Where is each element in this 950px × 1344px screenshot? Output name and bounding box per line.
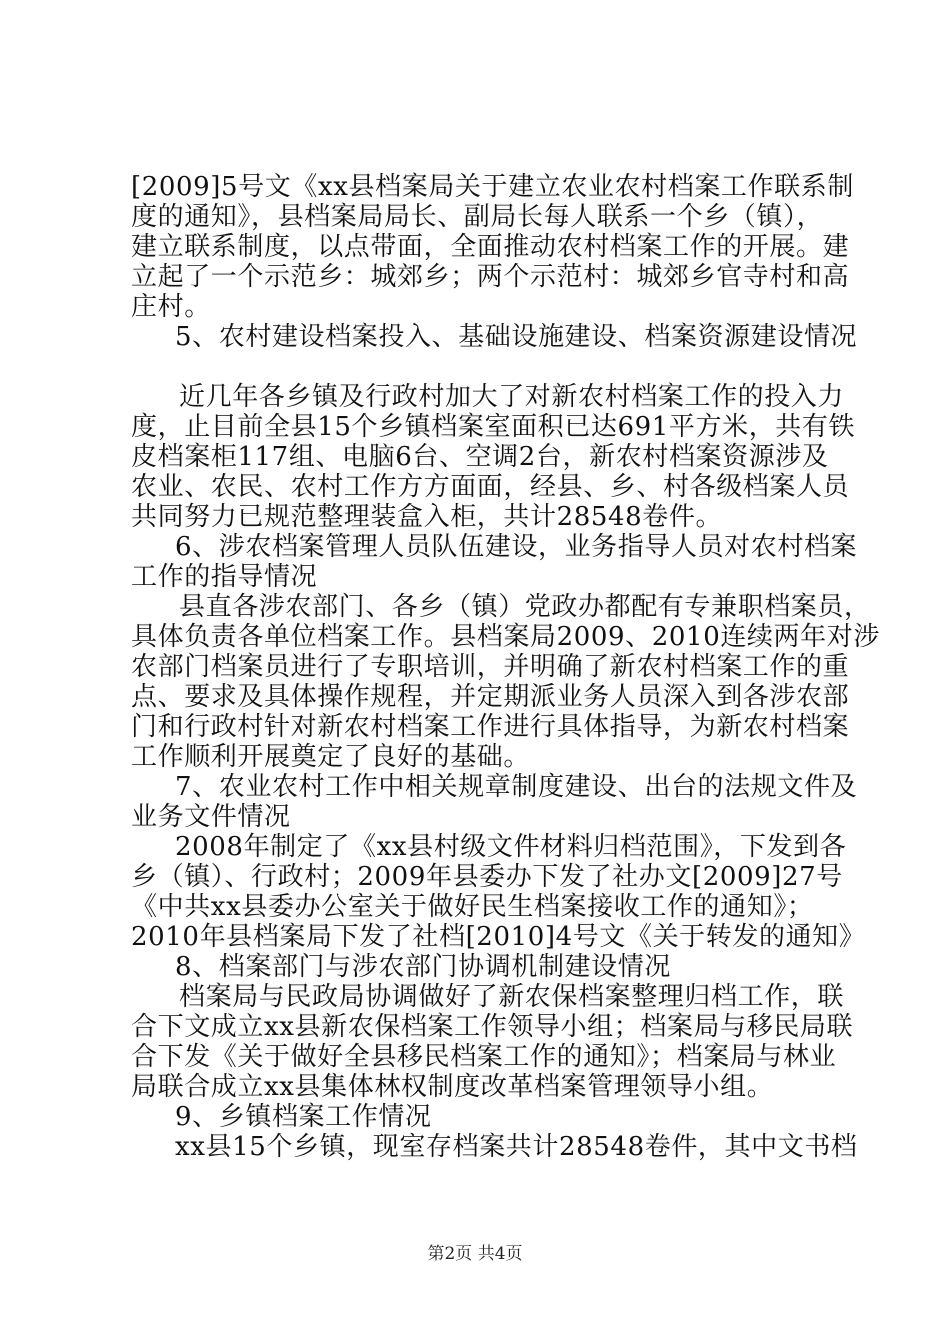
text-line: 农业、农民、农村工作方方面面，经县、乡、村各级档案人员 [131,472,850,502]
text-line: 档案局与民政局协调做好了新农保档案整理归档工作，联 [179,982,845,1012]
text-line: 度的通知》，县档案局局长、副局长每人联系一个乡（镇）， [131,202,824,232]
text-line: 2010年县档案局下发了社档[2010]4号文《关于转发的通知》 [131,922,866,952]
section-heading-9: 9、乡镇档案工作情况 [175,1102,432,1132]
section-heading-7: 7、农业农村工作中相关规章制度建设、出台的法规文件及 [175,772,858,802]
text-line: 建立联系制度，以点带面，全面推动农村档案工作的开展。建 [131,232,850,262]
text-line: 业务文件情况 [131,802,291,832]
text-line: 近几年各乡镇及行政村加大了对新农村档案工作的投入力 [179,382,845,412]
text-line: 工作的指导情况 [131,562,318,592]
text-line: 门和行政村针对新农村档案工作进行具体指导，为新农村档案 [131,712,850,742]
text-line: 庄村。 [131,292,211,322]
section-heading-5: 5、农村建设档案投入、基础设施建设、档案资源建设情况 [175,322,858,352]
text-line: 立起了一个示范乡：城郊乡；两个示范村：城郊乡官寺村和高 [131,262,850,292]
text-line: 农部门档案员进行了专职培训，并明确了新农村档案工作的重 [131,652,850,682]
section-heading-6: 6、涉农档案管理人员队伍建设，业务指导人员对农村档案 [175,532,858,562]
text-line: 合下发《关于做好全县移民档案工作的通知》；档案局与林业 [131,1042,837,1072]
text-line: [2009]5号文《xx县档案局关于建立农业农村档案工作联系制 [131,172,854,202]
text-line: 县直各涉农部门、各乡（镇）党政办都配有专兼职档案员， [179,592,871,622]
text-line: 《中共xx县委办公室关于做好民生档案接收工作的通知》； [131,892,814,922]
text-line: 局联合成立xx县集体林权制度改革档案管理领导小组。 [131,1072,774,1102]
document-body [131,172,880,1162]
text-line: 乡（镇）、行政村；2009年县委办下发了社办文[2009]27号 [131,862,843,892]
text-line: xx县15个乡镇，现室存档案共计28548卷件，其中文书档 [175,1132,858,1162]
blank-line [131,352,831,382]
text-line: 点、要求及具体操作规程，并定期派业务人员深入到各涉农部 [131,682,850,712]
text-line: 皮档案柜117组、电脑6台、空调2台，新农村档案资源涉及 [131,442,829,472]
page-number-footer: 第2页 共4页 [427,1244,523,1264]
text-line: 共同努力已规范整理装盒入柜，共计28548卷件。 [131,502,723,532]
text-line: 度，止目前全县15个乡镇档案室面积已达691平方米，共有铁 [131,412,856,442]
text-line: 2008年制定了《xx县村级文件材料归档范围》，下发到各 [175,832,847,862]
section-heading-8: 8、档案部门与涉农部门协调机制建设情况 [175,952,671,982]
text-line: 工作顺利开展奠定了良好的基础。 [131,742,531,772]
text-line: 合下文成立xx县新农保档案工作领导小组；档案局与移民局联 [131,1012,854,1042]
text-line: 具体负责各单位档案工作。县档案局2009、2010连续两年对涉 [131,622,880,652]
